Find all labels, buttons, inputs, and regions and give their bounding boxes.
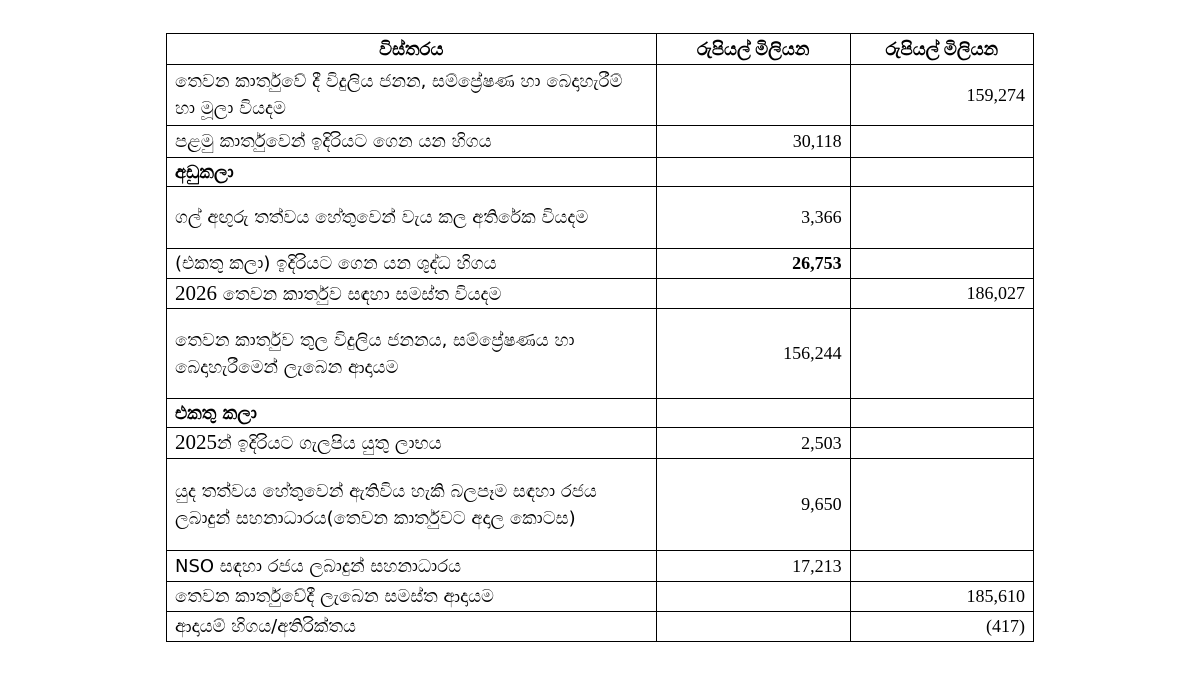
row-value-col2 xyxy=(656,582,850,612)
row-description: (එකතු කලා) ඉදිරියට ගෙන යන ශුද්ධ හිගය xyxy=(167,249,657,279)
row-value-col2: 26,753 xyxy=(656,249,850,279)
row-description-text: තෙවන කාර්තුව සඳහා සමස්ත වියදම xyxy=(217,283,502,305)
table-row xyxy=(167,399,1034,428)
table-row xyxy=(167,249,1034,279)
row-year: 2026 xyxy=(175,280,217,305)
table-row xyxy=(167,279,1034,309)
row-description: ගල් අඟුරු තත්වය හේතුවෙන් වැය කල අතිරේක වියදම xyxy=(167,187,657,249)
row-value-col2: 9,650 xyxy=(656,459,850,551)
row-value-col2 xyxy=(656,612,850,642)
row-value-col2: 156,244 xyxy=(656,309,850,399)
row-value-col3 xyxy=(850,309,1033,399)
row-value-col2 xyxy=(656,399,850,428)
row-description-text: න් ඉදිරියට ගැලපිය යුතු ලාභය xyxy=(217,433,442,454)
row-description xyxy=(167,428,657,459)
row-value-col3 xyxy=(850,459,1033,551)
row-value-col2 xyxy=(656,65,850,126)
table-header-row xyxy=(167,34,1034,65)
table-row xyxy=(167,551,1034,582)
row-value-col2 xyxy=(656,158,850,187)
table-row xyxy=(167,428,1034,459)
row-value-col2: 17,213 xyxy=(656,551,850,582)
row-value-col3 xyxy=(850,399,1033,428)
row-description: ආදායම් හිගය/අතිරික්තය xyxy=(167,612,657,642)
row-value-col3 xyxy=(850,551,1033,582)
row-description: යුද තත්වය හේතුවෙන් ඇතිවිය හැකි බලපෑම සඳහා රජය ලබාදුන් සහනාධාරය(තෙවන කාර්තුවට අදාල කොටස) xyxy=(167,459,657,551)
row-value-col3 xyxy=(850,158,1033,187)
row-section-label: එකතු කලා xyxy=(167,399,657,428)
financial-table xyxy=(166,33,1034,642)
row-description: තෙවන කාර්තුව තුල විදුලිය ජනනය, සම්ප්‍රේෂණය හා බෙදාහැරීමෙන් ලැබෙන ආදායම xyxy=(167,309,657,399)
table-row xyxy=(167,65,1034,126)
row-value-col3 xyxy=(850,187,1033,249)
row-year: 2025 xyxy=(175,430,217,454)
table-row xyxy=(167,582,1034,612)
row-value-col3 xyxy=(850,428,1033,459)
row-description: පළමු කාර්තුවෙන් ඉදිරියට ගෙන යන හිගය xyxy=(167,126,657,158)
table-row xyxy=(167,126,1034,158)
table-row xyxy=(167,158,1034,187)
header-description: විස්තරය xyxy=(167,34,657,65)
row-value-col3: 186,027 xyxy=(850,279,1033,309)
row-value-col3 xyxy=(850,249,1033,279)
row-value-col2: 2,503 xyxy=(656,428,850,459)
row-value-col3: 159,274 xyxy=(850,65,1033,126)
table-row xyxy=(167,187,1034,249)
row-value-col2 xyxy=(656,279,850,309)
header-rupees-million-2: රුපියල් මිලියන xyxy=(850,34,1033,65)
row-value-col3: 185,610 xyxy=(850,582,1033,612)
row-value-col2: 30,118 xyxy=(656,126,850,158)
table-row xyxy=(167,309,1034,399)
row-description: තෙවන කාර්තුවේදී ලැබෙන සමස්ත ආදායම xyxy=(167,582,657,612)
row-description: තෙවන කාර්තුවේ දී විදුලිය ජනන, සම්ප්‍රේෂණ හා බෙදාහැරීම් හා මූලා වියදම xyxy=(167,65,657,126)
row-description xyxy=(167,279,657,309)
row-description: NSO සඳහා රජය ලබාදුන් සහනාධාරය xyxy=(167,551,657,582)
table-row xyxy=(167,459,1034,551)
header-rupees-million-1: රුපියල් මිලියන xyxy=(656,34,850,65)
row-value-col2: 3,366 xyxy=(656,187,850,249)
row-value-col3 xyxy=(850,126,1033,158)
table-row xyxy=(167,612,1034,642)
row-value-col3: (417) xyxy=(850,612,1033,642)
row-section-label: අඩුකලා xyxy=(167,158,657,187)
